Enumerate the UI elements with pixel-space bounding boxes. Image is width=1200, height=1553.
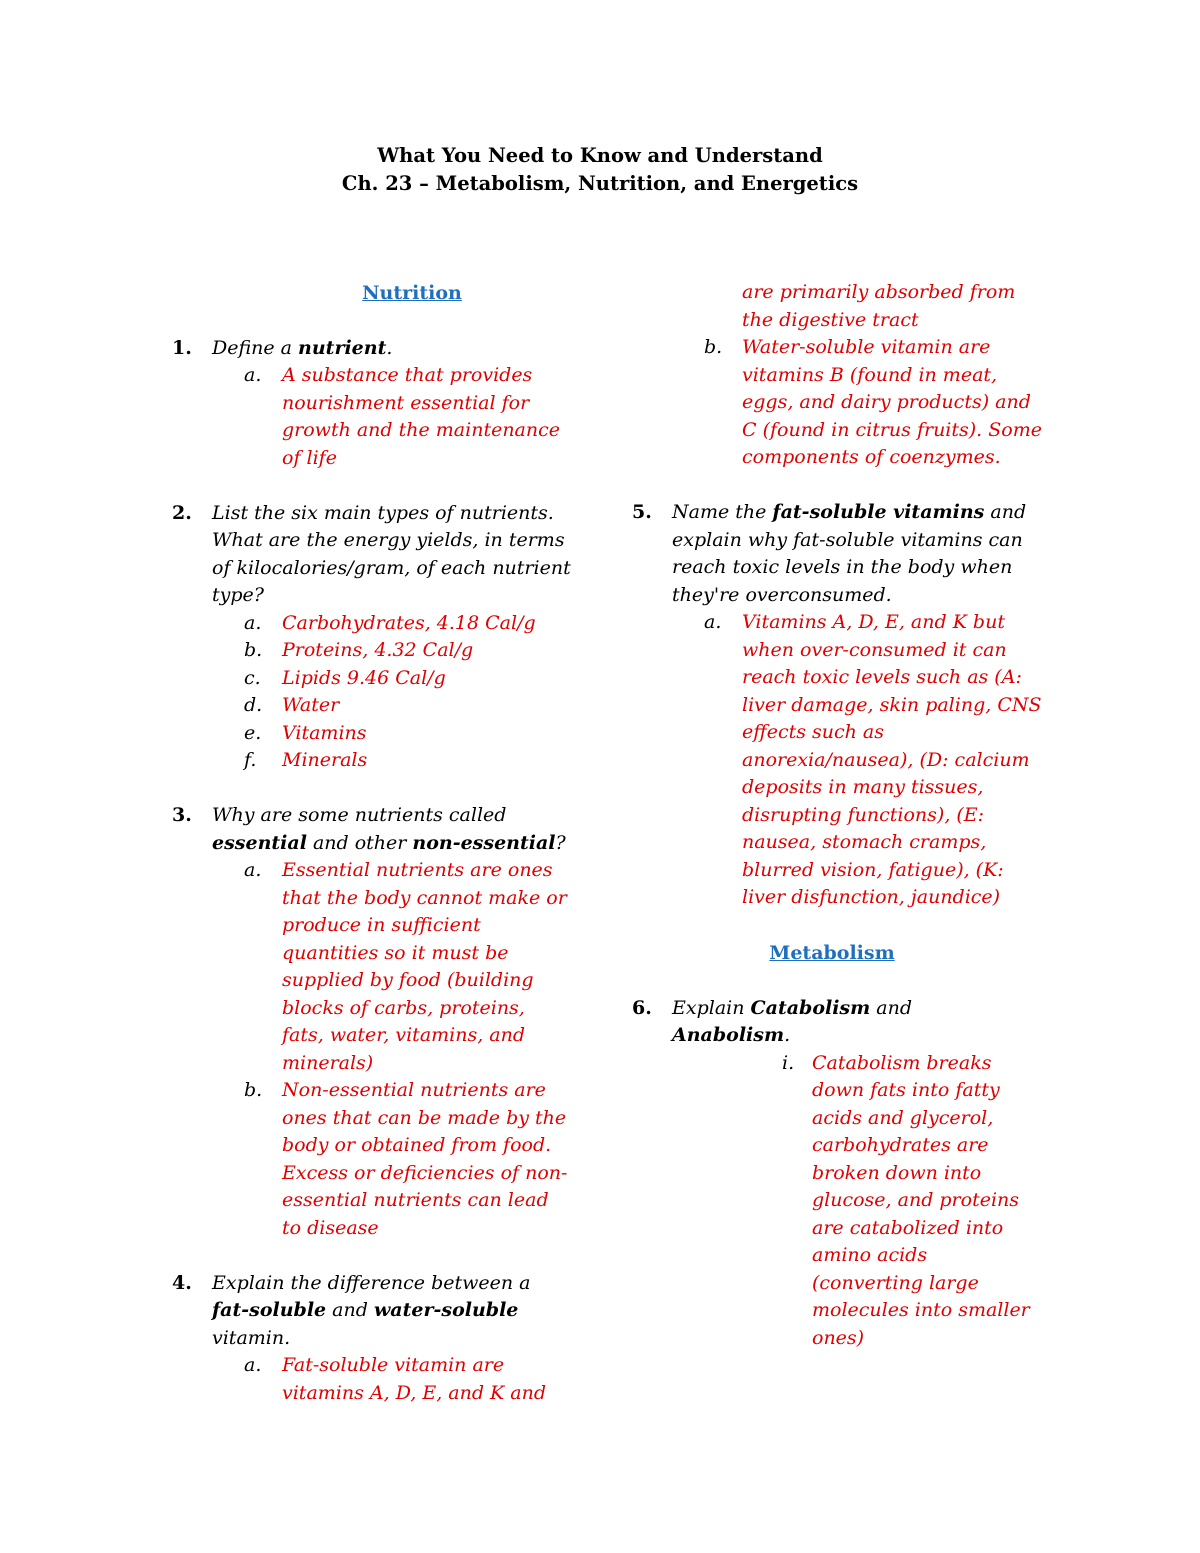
answer-text: Minerals [282,749,368,771]
question-text-part: Define a [212,336,299,359]
question-text-part: Explain the difference between a [212,1271,531,1294]
question-text [672,995,952,1050]
answer-label: b. [244,1079,263,1101]
answer-5a [704,609,1042,912]
answer-label: b. [244,639,263,661]
answer-2d [244,692,612,720]
question-keyword: water-soluble [373,1299,519,1321]
answer-text: are primarily absorbed from the digestive tract [742,281,1016,331]
answer-text: Catabolism breaks down fats into fatty acids and glycerol, carbohydrates are broken down into glucose, and proteins are catabolized into amino acids (converting large molecules into smaller ones) [812,1051,1030,1349]
answer-text: Proteins, 4.32 Cal/g [282,639,474,661]
answer-text: A substance that provides nourishment essential for growth and the maintenance of life [282,364,561,469]
question-number: 4. [172,1271,192,1294]
answer-label: e. [244,721,262,744]
question-text-part: Why are some nutrients called [212,804,507,826]
question-text-part: and [870,996,913,1019]
answer-text: Non-essential nutrients are ones that can be made by the body or obtained from food. Excess or deficiencies of non-essential nutrients can lead to disease [282,1079,568,1239]
answer-3a [244,857,572,1077]
answer-1a [244,362,572,472]
question-keyword: non-essential [412,831,556,854]
question-keyword: Catabolism [750,996,871,1019]
question-text-part: and explain why fat-soluble vitamins can reach toxic levels in the body when they're overconsumed. [672,501,1027,606]
answer-label: f. [244,749,257,771]
answer-2e [244,720,612,748]
question-text-part: and other [306,831,413,854]
section-heading-nutrition: Nutrition [362,282,462,304]
question-keyword: essential [212,831,307,854]
answer-label: a. [244,364,262,386]
question-keyword: nutrient [298,336,387,359]
question-number: 5. [632,501,652,523]
answer-text: Water [282,694,340,716]
answer-text: Lipids 9.46 Cal/g [282,666,446,689]
answer-text: Essential nutrients are ones that the body cannot make or produce in sufficient quantities so it must be supplied by food (building blocks of carbs, proteins, fats, water, vitamins, and minerals) [282,859,567,1074]
answer-4a-part1 [244,1352,572,1407]
question-text-part: ? [555,831,566,854]
question-text [212,802,582,857]
answer-2b [244,637,612,665]
question-5 [632,499,1112,609]
question-keyword: Anabolism [672,1024,785,1046]
question-text: List the six main types of nutrients. What are the energy yields, in terms of kilocalories/gram, of each nutrient type? [212,501,571,606]
question-number: 1. [172,336,192,359]
question-2 [172,500,652,610]
answer-2c [244,665,612,693]
answer-label: a. [244,1354,262,1376]
answer-text: Carbohydrates, 4.18 Cal/g [282,611,536,634]
question-text-part: and [326,1299,374,1321]
section-heading-metabolism: Metabolism [769,942,895,964]
answer-label: c. [244,666,261,689]
question-3 [172,802,652,857]
answer-text: Fat-soluble vitamin are vitamins A, D, E, and K and [282,1354,547,1404]
answer-label: a. [244,859,262,881]
answer-label: d. [244,694,263,716]
answer-text: Vitamins A, D, E, and K but when over-consumed it can reach toxic levels such as (A: liver damage, skin paling, CNS effects such as anorexia/nausea), (D: calcium deposits in many tissues, disrupting functions), (E: nausea, stomach cramps, blurred vision, fatigue), (K: liver disfunction, jaundice) [742,611,1042,908]
answer-6i [782,1050,1037,1353]
question-text-part: vitamin. [212,1326,291,1349]
question-4 [172,1270,652,1353]
left-column [172,279,652,1407]
answer-4b [704,334,1042,472]
question-number: 3. [172,804,192,826]
question-text [672,499,1037,609]
document-title: What You Need to Know and Understand [377,144,823,167]
right-column [632,279,1112,1352]
question-text-part: . [386,336,393,359]
document-subtitle: Ch. 23 – Metabolism, Nutrition, and Energetics [341,172,859,195]
question-text-part: Explain [672,996,751,1019]
answer-label: b. [704,336,723,358]
answer-2a [244,610,612,638]
answer-label: a. [244,611,262,634]
question-text [212,1270,552,1353]
question-1 [172,335,652,363]
question-text-part: Name the [672,501,773,523]
answer-2f [244,747,612,775]
answer-text: Vitamins [282,721,367,744]
question-keyword: fat-soluble vitamins [772,501,985,523]
answer-label: i. [782,1051,795,1074]
question-6 [632,995,1112,1050]
answer-text: Water-soluble vitamin are vitamins B (found in meat, eggs, and dairy products) and C (found in citrus fruits). Some components of coenzymes. [742,336,1042,468]
answer-3b [244,1077,572,1242]
question-number: 6. [632,996,652,1019]
answer-label: a. [704,611,722,633]
question-number: 2. [172,501,192,524]
question-text [212,335,652,363]
answer-4a-part2 [742,279,1042,334]
question-keyword: fat-soluble [212,1299,327,1321]
question-text-part: . [784,1024,791,1046]
